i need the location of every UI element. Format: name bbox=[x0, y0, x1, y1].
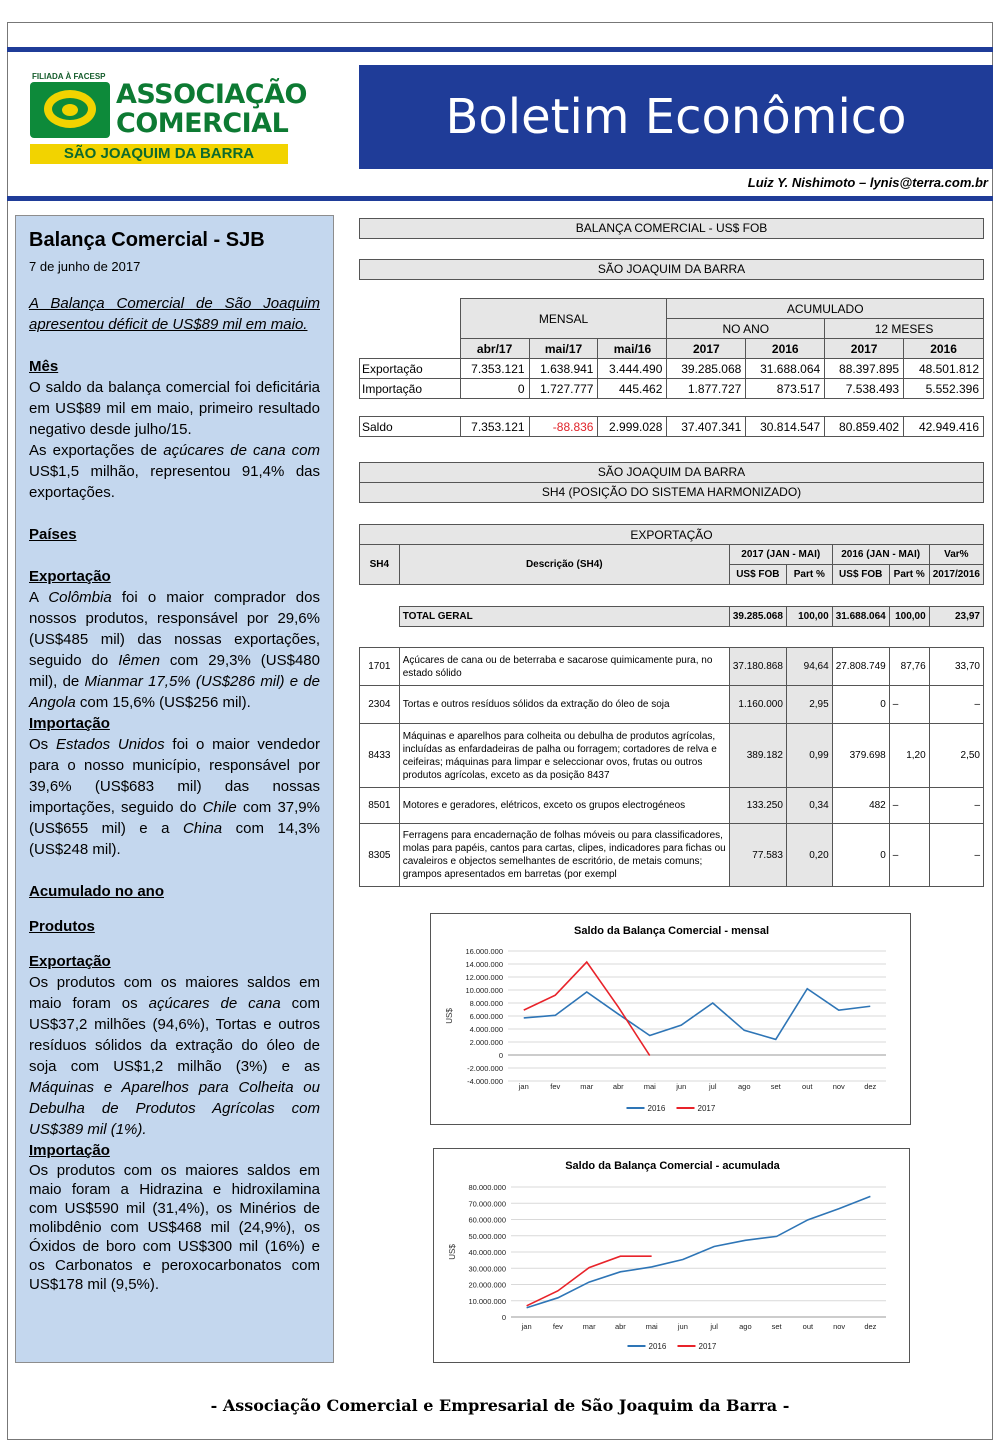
col-descricao: Descrição (SH4) bbox=[399, 545, 729, 585]
x-tick-label: mai bbox=[645, 1322, 658, 1331]
series-line-2017 bbox=[527, 1256, 652, 1306]
cell: 1.727.777 bbox=[529, 379, 598, 399]
cell: 33,70 bbox=[929, 648, 983, 686]
footer: - Associação Comercial e Empresarial de São Joaquim da Barra - bbox=[210, 1396, 790, 1415]
table-row bbox=[360, 686, 984, 724]
cell: 27.808.749 bbox=[832, 648, 889, 686]
col-sh4: SH4 bbox=[360, 545, 400, 585]
balanca-table bbox=[359, 298, 984, 437]
col-header: 2017 bbox=[825, 339, 904, 359]
sh4-code: 1701 bbox=[360, 648, 400, 686]
legend-label: 2017 bbox=[698, 1342, 717, 1351]
cell: 3.444.490 bbox=[598, 359, 667, 379]
logo-name bbox=[116, 80, 307, 138]
exportacao-title: EXPORTAÇÃO bbox=[360, 525, 984, 545]
y-tick-label: -4.000.000 bbox=[467, 1077, 503, 1086]
sh4-desc: Tortas e outros resíduos sólidos da extração do óleo de soja bbox=[399, 686, 729, 724]
cell: 1.638.941 bbox=[529, 359, 598, 379]
heading-paises-exportacao: Exportação bbox=[29, 568, 111, 585]
cell: 5.552.396 bbox=[904, 379, 984, 399]
sh4-code: 8501 bbox=[360, 788, 400, 824]
y-tick-label: 6.000.000 bbox=[469, 1012, 503, 1021]
y-tick-label: 10.000.000 bbox=[465, 986, 503, 995]
x-tick-label: jan bbox=[521, 1322, 532, 1331]
cell: 0 bbox=[460, 379, 529, 399]
col-header: abr/17 bbox=[460, 339, 529, 359]
cell: 2,95 bbox=[786, 686, 832, 724]
mes-paragraph-1: O saldo da balança comercial foi deficitária em US$89 mil em maio, primeiro resultado negativo desde julho/15. bbox=[29, 379, 320, 438]
cell: 48.501.812 bbox=[904, 359, 984, 379]
table-row bbox=[360, 359, 984, 379]
col-2017: 2017 (JAN - MAI) bbox=[729, 545, 832, 565]
paises-importacao-paragraph: Os Estados Unidos foi o maior vendedor para o nosso município, responsável por 39,6% (US$683 mil) das nossas importações, seguido do Chile com 37,9% (US$655 mil) e a China com 14,3% (US$248 mil). bbox=[29, 736, 320, 858]
balanca-subtitle: SÃO JOAQUIM DA BARRA bbox=[359, 259, 984, 280]
cell: 39.285.068 bbox=[729, 607, 786, 627]
cell: 39.285.068 bbox=[667, 359, 746, 379]
sub-fob: US$ FOB bbox=[729, 565, 786, 585]
cell: 7.538.493 bbox=[825, 379, 904, 399]
cell: – bbox=[889, 788, 929, 824]
legend-label: 2016 bbox=[647, 1104, 666, 1113]
cell: 7.353.121 bbox=[460, 359, 529, 379]
sh4-table bbox=[359, 524, 984, 887]
x-tick-label: jan bbox=[518, 1082, 529, 1091]
y-axis-label: US$ bbox=[445, 1008, 454, 1024]
produtos-importacao-paragraph: Os produtos com os maiores saldos em maio foram a Hidrazina e hidroxilamina com US$590 mil (31,4%), os Minérios de molibdênio com US$468 mil (24,9%), os Óxidos de boro com US$300 mil (16%) e os Carbonatos e peroxocarbonatos com US$178 mil (9,5%). bbox=[29, 1162, 320, 1293]
mes-paragraph-2: As exportações de açúcares de cana com US$1,5 milhão, representou 91,4% das exportações. bbox=[29, 442, 320, 501]
sidebar-title: Balança Comercial - SJB bbox=[29, 229, 265, 251]
table-row bbox=[360, 824, 984, 887]
logo-band: SÃO JOAQUIM DA BARRA bbox=[30, 144, 288, 164]
sh4-desc: Ferragens para encadernação de folhas móveis ou para classificadores, molas para papéis, cantos para cartas, clipes, indicadores para fichas ou cavaleiros e objectos semelhantes de escritório, de metais comuns; grampos apresentados em barretas (por exempl bbox=[399, 824, 729, 887]
cell: 873.517 bbox=[746, 379, 825, 399]
sh4-title: SÃO JOAQUIM DA BARRA bbox=[359, 462, 984, 483]
cell: – bbox=[929, 686, 983, 724]
x-tick-label: ago bbox=[737, 1082, 751, 1091]
x-tick-label: set bbox=[771, 1322, 782, 1331]
legend-label: 2016 bbox=[648, 1342, 667, 1351]
chart-saldo-mensal bbox=[430, 913, 911, 1125]
series-line-2016 bbox=[524, 989, 871, 1040]
cell: 88.397.895 bbox=[825, 359, 904, 379]
cell: 445.462 bbox=[598, 379, 667, 399]
x-tick-label: out bbox=[802, 1082, 813, 1091]
heading-mes: Mês bbox=[29, 358, 59, 375]
x-tick-label: jul bbox=[710, 1322, 718, 1331]
x-tick-label: nov bbox=[833, 1322, 846, 1331]
cell: 80.859.402 bbox=[825, 417, 904, 437]
cell: 37.180.868 bbox=[729, 648, 786, 686]
heading-produtos-exportacao: Exportação bbox=[29, 953, 111, 970]
x-tick-label: mai bbox=[643, 1082, 656, 1091]
x-tick-label: fev bbox=[552, 1322, 563, 1331]
cell: 0,34 bbox=[786, 788, 832, 824]
y-axis-label: US$ bbox=[448, 1244, 457, 1260]
cell: 0 bbox=[832, 686, 889, 724]
x-tick-label: jun bbox=[677, 1322, 688, 1331]
cell: 133.250 bbox=[729, 788, 786, 824]
col-header: mai/16 bbox=[598, 339, 667, 359]
header-acumulado: ACUMULADO bbox=[667, 299, 984, 319]
table-row bbox=[360, 379, 984, 399]
col-2016: 2016 (JAN - MAI) bbox=[832, 545, 929, 565]
paises-exportacao-paragraph: A Colômbia foi o maior comprador dos nossos produtos, responsável por 29,6% (US$485 mil) das nossas exportações, seguido do Iêmen com 29,3% (US$480 mil), de Mianmar 17,5% (US$286 mil) e de Angola com 15,6% (US$256 mil). bbox=[29, 589, 320, 711]
cell: 379.698 bbox=[832, 724, 889, 788]
total-row bbox=[360, 607, 984, 627]
y-tick-label: 80.000.000 bbox=[468, 1183, 506, 1192]
cell: 100,00 bbox=[889, 607, 929, 627]
y-tick-label: 0 bbox=[501, 1313, 506, 1322]
logo-affiliation: FILIADA À FACESP bbox=[32, 72, 106, 81]
y-tick-label: -2.000.000 bbox=[467, 1064, 503, 1073]
y-tick-label: 30.000.000 bbox=[468, 1264, 506, 1274]
cell: 77.583 bbox=[729, 824, 786, 887]
x-tick-label: set bbox=[770, 1082, 781, 1091]
y-tick-label: 4.000.000 bbox=[469, 1025, 503, 1034]
row-label: Saldo bbox=[360, 417, 461, 437]
logo-emblem-icon bbox=[30, 82, 110, 138]
x-tick-label: abr bbox=[612, 1082, 624, 1091]
saldo-row bbox=[360, 417, 984, 437]
cell: 31.688.064 bbox=[832, 607, 889, 627]
sub-var: 2017/2016 bbox=[929, 565, 983, 585]
total-label: TOTAL GERAL bbox=[399, 607, 729, 627]
cell: 0 bbox=[832, 824, 889, 887]
sh4-code: 2304 bbox=[360, 686, 400, 724]
heading-produtos: Produtos bbox=[29, 918, 95, 935]
cell: – bbox=[889, 686, 929, 724]
y-tick-label: 10.000.000 bbox=[468, 1296, 506, 1306]
cell: 100,00 bbox=[786, 607, 832, 627]
y-tick-label: 60.000.000 bbox=[468, 1215, 506, 1225]
sh4-desc: Máquinas e aparelhos para colheita ou debulha de produtos agrícolas, incluídas as enfardadeiras de palha ou forragem; cortadores de relva e ceifeiras; máquinas para limpar e seleccionar ovos, frutas ou outros produtos agrícolas, exceto as da posição 8437 bbox=[399, 724, 729, 788]
produtos-exportacao-paragraph: Os produtos com os maiores saldos em maio foram os açúcares de cana com US$37,2 milhões (94,6%), Tortas e outros resíduos sólidos da extração do óleo de soja com US$1,2 milhão (3%) e as Máquinas e Aparelhos para Colheita ou Debulha de Produtos Agrícolas com US$389 mil (1%). bbox=[29, 974, 320, 1138]
x-tick-label: ago bbox=[739, 1322, 752, 1331]
balanca-title: BALANÇA COMERCIAL - US$ FOB bbox=[359, 218, 984, 239]
y-tick-label: 2.000.000 bbox=[469, 1038, 503, 1047]
logo-line2: COMERCIAL bbox=[116, 108, 289, 139]
sub-part: Part % bbox=[889, 565, 929, 585]
col-header: 2017 bbox=[667, 339, 746, 359]
cell: – bbox=[929, 788, 983, 824]
heading-acumulado: Acumulado no ano bbox=[29, 883, 164, 900]
x-tick-label: mar bbox=[580, 1082, 594, 1091]
cell: 1.877.727 bbox=[667, 379, 746, 399]
cell: 31.688.064 bbox=[746, 359, 825, 379]
author-line: Luiz Y. Nishimoto – lynis@terra.com.br bbox=[747, 175, 988, 190]
cell: 23,97 bbox=[929, 607, 983, 627]
chart-svg bbox=[434, 1149, 911, 1364]
table-row bbox=[360, 724, 984, 788]
chart-title: Saldo da Balança Comercial - acumulada bbox=[565, 1160, 780, 1172]
y-tick-label: 12.000.000 bbox=[465, 973, 503, 982]
cell: 0,20 bbox=[786, 824, 832, 887]
legend-label: 2017 bbox=[697, 1104, 716, 1113]
chart-svg bbox=[431, 914, 912, 1126]
y-tick-label: 20.000.000 bbox=[468, 1280, 506, 1290]
sub-part: Part % bbox=[786, 565, 832, 585]
y-tick-label: 0 bbox=[498, 1051, 503, 1060]
y-tick-label: 8.000.000 bbox=[469, 999, 503, 1008]
table-row bbox=[360, 648, 984, 686]
x-tick-label: dez bbox=[864, 1082, 877, 1091]
cell: 0,99 bbox=[786, 724, 832, 788]
x-tick-label: mar bbox=[582, 1322, 596, 1331]
cell: 7.353.121 bbox=[460, 417, 529, 437]
cell: 1,20 bbox=[889, 724, 929, 788]
row-label: Exportação bbox=[360, 359, 461, 379]
sidebar-summary bbox=[15, 215, 334, 1363]
col-header: 2016 bbox=[746, 339, 825, 359]
cell: 482 bbox=[832, 788, 889, 824]
x-tick-label: jun bbox=[676, 1082, 687, 1091]
cell: 94,64 bbox=[786, 648, 832, 686]
cell: 37.407.341 bbox=[667, 417, 746, 437]
header-12-meses: 12 MESES bbox=[825, 319, 984, 339]
association-logo bbox=[28, 72, 307, 167]
chart-title: Saldo da Balança Comercial - mensal bbox=[573, 925, 770, 937]
sh4-desc: Motores e geradores, elétricos, exceto os grupos electrogéneos bbox=[399, 788, 729, 824]
col-var: Var% bbox=[929, 545, 983, 565]
sh4-code: 8433 bbox=[360, 724, 400, 788]
sh4-desc: Açúcares de cana ou de beterraba e sacarose quimicamente pura, no estado sólido bbox=[399, 648, 729, 686]
row-label: Importação bbox=[360, 379, 461, 399]
header-no-ano: NO ANO bbox=[667, 319, 825, 339]
x-tick-label: abr bbox=[614, 1322, 626, 1331]
cell: 30.814.547 bbox=[746, 417, 825, 437]
y-tick-label: 14.000.000 bbox=[465, 960, 503, 969]
table-row bbox=[360, 788, 984, 824]
report-date: 7 de junho de 2017 bbox=[29, 259, 141, 274]
x-tick-label: fev bbox=[550, 1082, 561, 1091]
lead-paragraph: A Balança Comercial de São Joaquim apresentou déficit de US$89 mil em maio. bbox=[29, 295, 320, 333]
cell: 389.182 bbox=[729, 724, 786, 788]
bulletin-title: Boletim Econômico bbox=[359, 65, 993, 169]
cell: 87,76 bbox=[889, 648, 929, 686]
cell: 42.949.416 bbox=[904, 417, 984, 437]
x-tick-label: nov bbox=[832, 1082, 845, 1091]
y-tick-label: 70.000.000 bbox=[468, 1199, 506, 1209]
cell-negative: -88.836 bbox=[529, 417, 598, 437]
logo-line1: ASSOCIAÇÃO bbox=[116, 79, 307, 110]
col-header: mai/17 bbox=[529, 339, 598, 359]
heading-paises-importacao: Importação bbox=[29, 715, 110, 732]
cell: 2.999.028 bbox=[598, 417, 667, 437]
header-rule bbox=[7, 196, 993, 201]
cell: – bbox=[929, 824, 983, 887]
col-header: 2016 bbox=[904, 339, 984, 359]
y-tick-label: 50.000.000 bbox=[468, 1231, 506, 1241]
heading-produtos-importacao: Importação bbox=[29, 1142, 110, 1159]
header-mensal: MENSAL bbox=[460, 299, 667, 339]
sub-fob: US$ FOB bbox=[832, 565, 889, 585]
x-tick-label: out bbox=[802, 1322, 814, 1331]
cell: 1.160.000 bbox=[729, 686, 786, 724]
sh4-code: 8305 bbox=[360, 824, 400, 887]
x-tick-label: dez bbox=[864, 1322, 877, 1331]
y-tick-label: 16.000.000 bbox=[465, 947, 503, 956]
heading-paises: Países bbox=[29, 526, 77, 543]
chart-saldo-acumulada bbox=[433, 1148, 910, 1363]
top-rule bbox=[7, 47, 993, 52]
sh4-subtitle: SH4 (POSIÇÃO DO SISTEMA HARMONIZADO) bbox=[359, 482, 984, 503]
cell: 2,50 bbox=[929, 724, 983, 788]
y-tick-label: 40.000.000 bbox=[468, 1248, 506, 1257]
x-tick-label: jul bbox=[708, 1082, 717, 1091]
cell: – bbox=[889, 824, 929, 887]
